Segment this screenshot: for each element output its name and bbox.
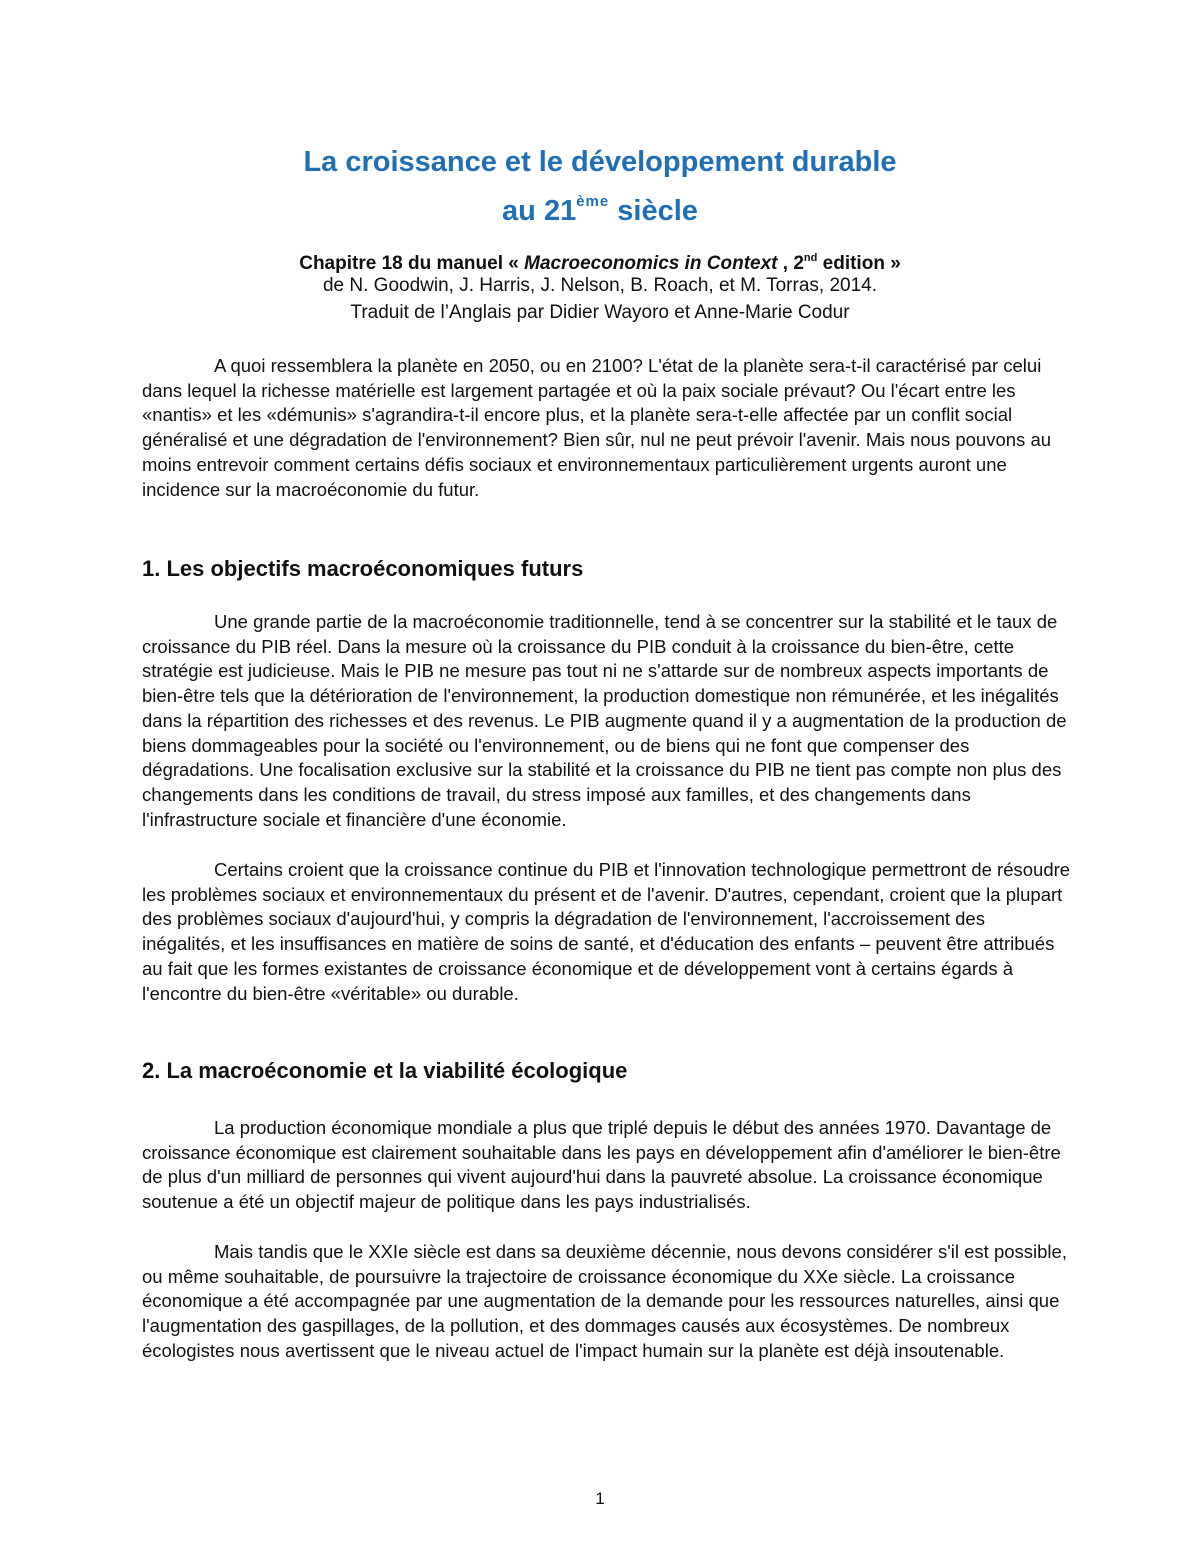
- section-2-paragraph-1-text: La production économique mondiale a plus que triplé depuis le début des années 1970. Davantage de croissance économique est clairement souhaitable dans les pays en développement afin d'améliorer le bien-être de plus d'un milliard de personnes qui vivent aujourd'hui dans la pauvreté absolue. La croissance économique soutenue a été un objectif majeur de politique dans les pays industrialisés.: [142, 1117, 1061, 1213]
- title-superscript: ème: [576, 193, 610, 210]
- title-suffix: siècle: [609, 195, 698, 227]
- section-1-paragraph-1-text: Une grande partie de la macroéconomie traditionnelle, tend à se concentrer sur la stabilité et le taux de croissance du PIB réel. Dans la mesure où la croissance du PIB conduit à la croissance du bien-être, cette stratégie est judicieuse. Mais le PIB ne mesure pas tout ni ne s'attarde sur de nombreux aspects importants de bien-être tels que la détérioration de l'environnement, la production domestique non rémunérée, et les inégalités dans la répartition des richesses et des revenus. Le PIB augmente quand il y a augmentation de la production de biens dommageables pour la société ou l'environnement, ou de biens qui ne font que compenser des dégradations. Une focalisation exclusive sur la stabilité et la croissance du PIB ne tient pas compte non plus des changements dans les conditions de travail, du stress imposé aux familles, et des changements dans l'infrastructure sociale et financière d'une économie.: [142, 611, 1067, 830]
- page-number: 1: [595, 1489, 605, 1508]
- translators-line: Traduit de l’Anglais par Didier Wayoro et Anne-Marie Codur: [350, 302, 850, 323]
- edition-superscript: nd: [803, 252, 818, 264]
- chapter-label: Chapitre 18 du manuel «: [299, 253, 525, 274]
- authors-line: de N. Goodwin, J. Harris, J. Nelson, B. Roach, et M. Torras, 2014.: [322, 275, 878, 296]
- section-1-heading: 1. Les objectifs macroéconomiques futurs: [142, 556, 584, 581]
- intro-paragraph: [142, 354, 1072, 502]
- section-1-paragraph-2-text: Certains croient que la croissance continue du PIB et l'innovation technologique permettront de résoudre les problèmes sociaux et environnementaux du présent et de l'avenir. D'autres, cependant, croient que la plupart des problèmes sociaux d'aujourd'hui, y compris la dégradation de l'environnement, l'accroissement des inégalités, et les insuffisances en matière de soins de santé, et d'éducation des enfants – peuvent être attribués au fait que les formes existantes de croissance économique et de développement vont à certains égards à l'encontre du bien-être «véritable» ou durable.: [142, 859, 1071, 1004]
- edition-prefix: , 2: [777, 253, 804, 274]
- section-2-paragraph-1: [142, 1116, 1072, 1215]
- edition-suffix: edition »: [817, 253, 901, 274]
- section-2-heading: 2. La macroéconomie et la viabilité écologique: [142, 1058, 628, 1083]
- document-title-line-1: La croissance et le développement durable: [303, 146, 897, 178]
- chapter-reference: [0, 246, 1200, 276]
- section-2-paragraph-2: [142, 1240, 1072, 1364]
- section-1-paragraph-1: [142, 610, 1072, 832]
- section-2-paragraph-2-text: Mais tandis que le XXIe siècle est dans sa deuxième décennie, nous devons considérer s'il est possible, ou même souhaitable, de poursuivre la trajectoire de croissance économique du XXe siècle. La croissance économique a été accompagnée par une augmentation de la demande pour les ressources naturelles, ainsi que l'augmentation des gaspillages, de la pollution, et des dommages causés aux écosystèmes. De nombreux écologistes nous avertissent que le niveau actuel de l'impact humain sur la planète est déjà insoutenable.: [142, 1241, 1067, 1361]
- document-title-line-2: [0, 182, 1200, 231]
- intro-text: A quoi ressemblera la planète en 2050, ou en 2100? L'état de la planète sera-t-il caractérisé par celui dans lequel la richesse matérielle est largement partagée et où la paix sociale prévaut? Ou l'écart entre les «nantis» et les «démunis» s'agrandira-t-il encore plus, et la planète sera-t-elle affectée par un conflit social généralisé et une dégradation de l'environnement? Bien sûr, nul ne peut prévoir l'avenir. Mais nous pouvons au moins entrevoir comment certains défis sociaux et environnementaux particulièrement urgents auront une incidence sur la macroéconomie du futur.: [142, 355, 1052, 500]
- book-title: Macroeconomics in Context: [524, 253, 778, 274]
- section-1-paragraph-2: [142, 858, 1072, 1006]
- title-prefix: au 21: [502, 195, 577, 227]
